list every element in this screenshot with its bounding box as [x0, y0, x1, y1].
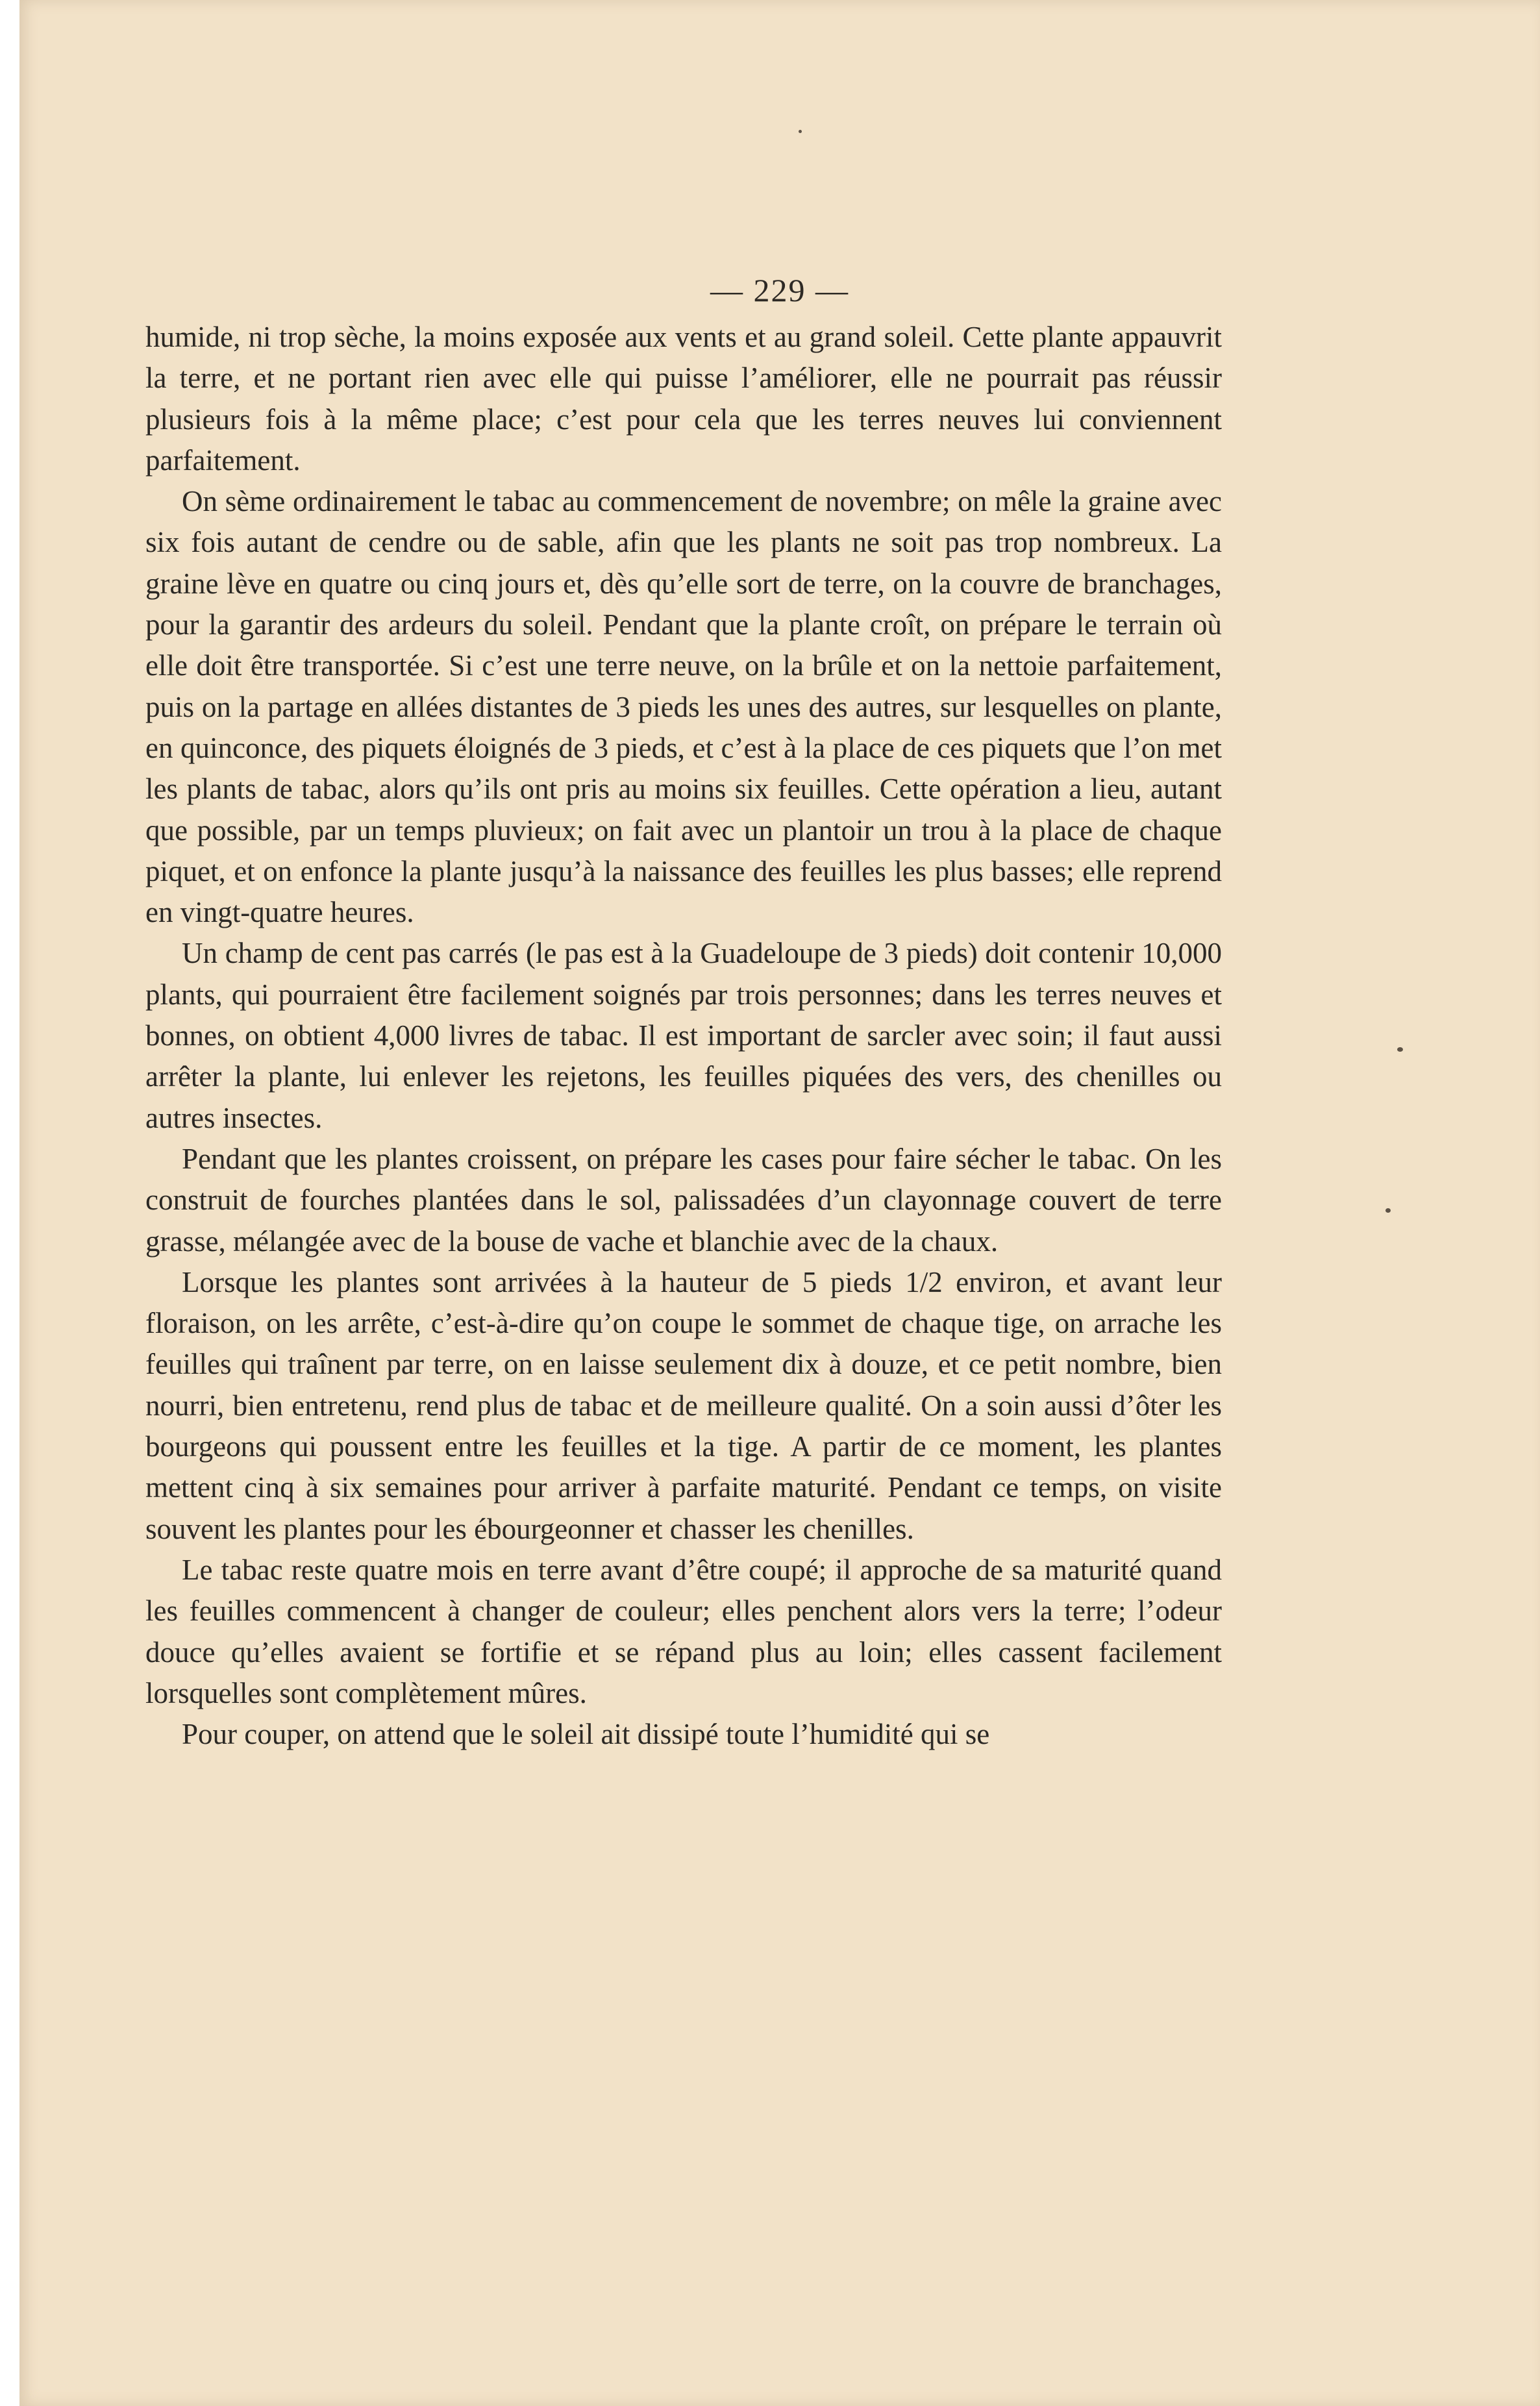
paragraph: Pendant que les plantes croissent, on prépare les cases pour faire sécher le tabac. On les construit de fourches plantées dans le sol, palissadées d’un clayonnage couvert de terre grasse, mélangée avec de la bouse de vache et blanchie avec de la chaux. — [145, 1142, 1222, 1258]
paragraph: Le tabac reste quatre mois en terre avant d’être coupé; il approche de sa maturité quand les feuilles commencent à changer de couleur; elles penchent alors vers la terre; l’odeur douce qu’elles avaient se fortifie et se répand plus au loin; elles cassent facilement lorsquelles sont complètement mûres. — [145, 1553, 1222, 1709]
paragraph-continued: humide, ni trop sèche, la moins exposée aux vents et au grand soleil. Cette plante appauvrit la terre, et ne portant rien avec elle qui puisse l’améliorer, elle ne pourrait pas réussir plusieurs fois à la même place; c’est pour cela que les terres neuves lui conviennent parfaitement. — [145, 321, 1222, 477]
scan-speck — [799, 130, 802, 133]
paragraph-last: Pour couper, on attend que le soleil ait dissipé toute l’humidité qui se — [182, 1718, 990, 1751]
scan-speck — [1397, 1047, 1403, 1052]
paragraph: On sème ordinairement le tabac au commencement de novembre; on mêle la graine avec six fois autant de cendre ou de sable, afin que les plants ne soit pas trop nombreux. La graine lève en quatre ou cinq jours et, dès qu’elle sort de terre, on la couvre de branchages, pour la garantir des ardeurs du soleil. Pendant que la plante croît, on prépare le terrain où elle doit être transportée. Si c’est une terre neuve, on la brûle et on la nettoie parfaitement, puis on la partage en allées distantes de 3 pieds les unes des autres, sur lesquelles on plante, en quinconce, des piquets éloignés de 3 pieds, et c’est à la place de ces piquets que l’on met les plants de tabac, alors qu’ils ont pris au moins six feuilles. Cette opération a lieu, autant que possible, par un temps pluvieux; on fait avec un plantoir un trou à la place de chaque piquet, et on enfonce la plante jusqu’à la naissance des feuilles les plus basses; elle reprend en vingt-quatre heures. — [145, 485, 1222, 929]
page-body-text — [145, 317, 1222, 1755]
page-number: — 229 — — [710, 272, 849, 308]
scan-speck — [1385, 1208, 1391, 1213]
paragraph: Lorsque les plantes sont arrivées à la hauteur de 5 pieds 1/2 environ, et avant leur floraison, on les arrête, c’est-à-dire qu’on coupe le sommet de chaque tige, on arrache les feuilles qui traînent par terre, on en laisse seulement dix à douze, et ce petit nombre, bien nourri, bien entretenu, rend plus de tabac et de meilleure qualité. On a soin aussi d’ôter les bourgeons qui poussent entre les feuilles et la tige. A partir de ce moment, les plantes mettent cinq à six semaines pour arriver à parfaite maturité. Pendant ce temps, on visite souvent les plantes pour les ébourgeonner et chasser les chenilles. — [145, 1265, 1222, 1545]
paragraph: Un champ de cent pas carrés (le pas est à la Guadeloupe de 3 pieds) doit contenir 10,000 plants, qui pourraient être facilement soignés par trois personnes; dans les terres neuves et bonnes, on obtient 4,000 livres de tabac. Il est important de sarcler avec soin; il faut aussi arrêter la plante, lui enlever les rejetons, les feuilles piquées des vers, des chenilles ou autres insectes. — [145, 937, 1222, 1134]
book-page — [19, 0, 1540, 2406]
